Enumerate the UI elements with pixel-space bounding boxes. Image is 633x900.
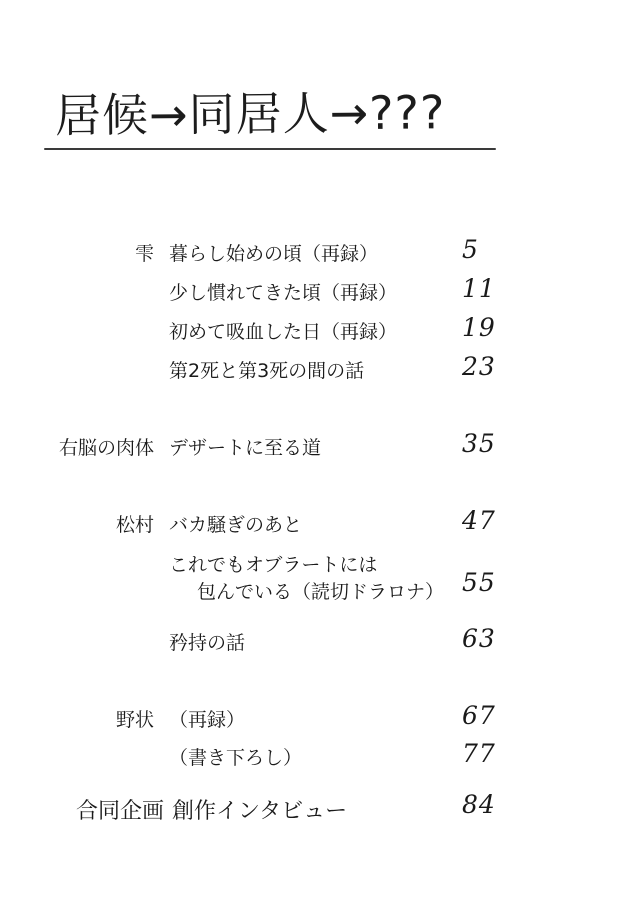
toc-title: バカ騒ぎのあと [169,514,303,536]
toc-title-line1: これでもオブラートには [169,554,378,576]
toc-page-number: 19 [462,313,496,342]
toc-page-number: 77 [462,739,496,768]
toc-entry [0,315,633,347]
toc-entry [0,237,633,269]
toc-title: デザートに至る道 [169,437,322,459]
toc-title: （再録） [169,709,246,731]
toc-page-number: 84 [462,790,496,819]
toc-page-number: 23 [462,352,496,381]
toc-entry [0,508,633,540]
toc-entry [0,626,633,658]
toc-author: 野状 [115,709,154,731]
toc-entry [0,741,633,773]
toc-author: 合同企画 [75,799,164,824]
page-title: 居候→同居人→??? [54,85,446,143]
toc-title: 矜持の話 [169,632,246,654]
toc-entry [0,792,633,824]
toc-page-number: 63 [462,624,496,653]
toc-title: 創作インタビュー [172,799,348,824]
toc-page-number: 5 [462,235,479,264]
toc-title: 暮らし始めの頃（再録） [169,243,379,265]
toc-title: （書き下ろし） [169,747,303,769]
toc-title: 第2死と第3死の間の話 [169,360,365,382]
toc-title-line2: 包んでいる（読切ドラロナ） [197,581,445,603]
toc-page-number: 67 [462,701,496,730]
toc-title: 少し慣れてきた頃（再録） [169,282,398,304]
toc-page-number: 11 [462,274,496,303]
toc-entry [0,431,633,463]
toc-author: 右脳の肉体 [58,437,154,459]
toc-entry [0,703,633,735]
toc-entry [0,548,633,604]
toc-page-number: 35 [462,429,496,458]
toc-title [169,550,444,604]
toc-author: 雫 [134,243,154,265]
toc-entry [0,354,633,386]
toc-author: 松村 [115,514,154,536]
toc-page-number: 47 [462,506,496,535]
toc-entry [0,276,633,308]
toc-title: 初めて吸血した日（再録） [169,321,398,343]
toc-page-number: 55 [462,568,496,597]
